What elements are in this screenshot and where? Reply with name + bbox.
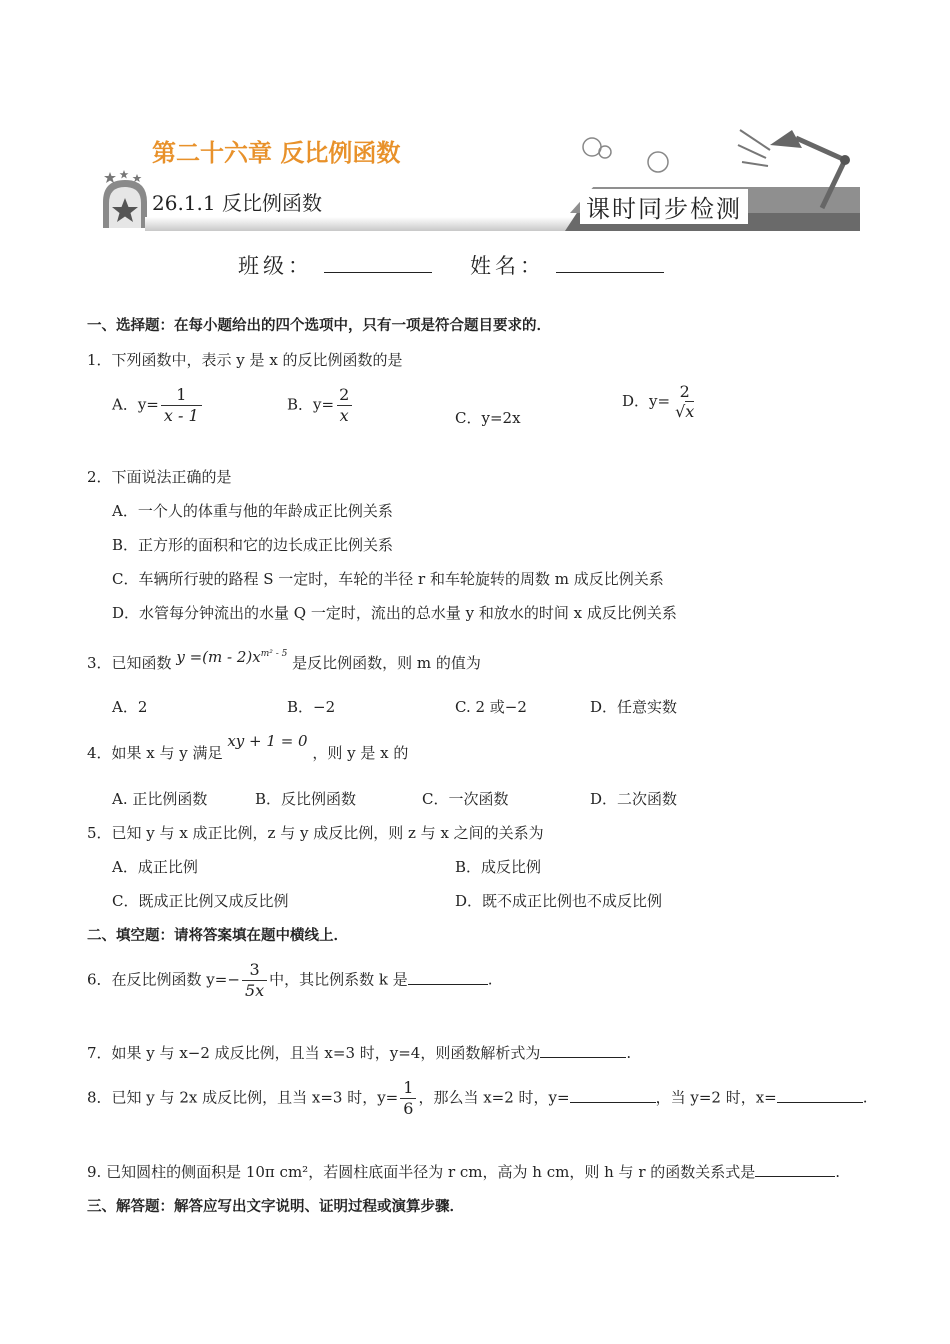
bubble-icon xyxy=(580,130,680,180)
q1-option-a[interactable]: A．y= $\frac{1}{x - 1}$ xyxy=(112,385,204,426)
q4-stem: 4．如果 x 与 y 满足 xy + 1 = 0 ，则 y 是 x 的 xyxy=(87,732,409,762)
q2-option-c[interactable]: C．车辆所行驶的路程 S 一定时，车轮的半径 r 和车轮旋转的周数 m 成反比例关系 xyxy=(112,570,664,588)
q3-option-a[interactable]: A．2 xyxy=(112,698,148,716)
q1-option-d[interactable]: D．y= 2 √x xyxy=(622,382,699,422)
part1-heading: 一、选择题：在每小题给出的四个选项中，只有一项是符合题目要求的． xyxy=(87,318,551,334)
fraction: $\frac{2}{x}$ xyxy=(336,385,352,426)
name-field[interactable] xyxy=(470,250,664,280)
banner-text: 课时同步检测 xyxy=(580,189,748,224)
q9-answer-blank[interactable] xyxy=(755,1162,835,1177)
part2-heading: 二、填空题：请将答案填在题中横线上． xyxy=(87,928,348,944)
q5-option-c[interactable]: C．既成正比例又成反比例 xyxy=(112,892,289,910)
class-field[interactable] xyxy=(238,250,432,280)
q2-option-a[interactable]: A．一个人的体重与他的年龄成正比例关系 xyxy=(112,502,393,520)
q3-option-d[interactable]: D．任意实数 xyxy=(590,698,678,716)
q4-option-d[interactable]: D．二次函数 xyxy=(590,790,678,808)
q7-answer-blank[interactable] xyxy=(540,1043,626,1058)
name-blank[interactable] xyxy=(556,258,664,273)
chapter-title: 第二十六章 反比例函数 xyxy=(152,139,401,167)
header-banner xyxy=(90,115,870,235)
desk-lamp-icon xyxy=(730,120,870,215)
q7: 7．如果 y 与 x−2 成反比例，且当 x=3 时，y=4，则函数解析式为 . xyxy=(87,1044,632,1062)
q2-stem: 2．下面说法正确的是 xyxy=(87,468,232,486)
q6-answer-blank[interactable] xyxy=(408,970,488,985)
q1-stem: 1．下列函数中，表示 y 是 x 的反比例函数的是 xyxy=(87,351,403,369)
q5-option-d[interactable]: D．既不成正比例也不成反比例 xyxy=(455,892,663,910)
q3-option-b[interactable]: B．−2 xyxy=(287,698,336,716)
q5-option-b[interactable]: B．成反比例 xyxy=(455,858,542,876)
q4-option-c[interactable]: C．一次函数 xyxy=(422,790,509,808)
q8-answer-blank-x[interactable] xyxy=(777,1088,863,1103)
class-label: 班级： xyxy=(238,254,313,278)
part3-heading: 三、解答题：解答应写出文字说明、证明过程或演算步骤． xyxy=(87,1199,464,1215)
section-title: 26.1.1 反比例函数 xyxy=(152,191,322,215)
q1-option-c[interactable]: C．y=2x xyxy=(455,409,521,427)
banner-band xyxy=(145,217,575,231)
q3-option-c[interactable]: C. 2 或−2 xyxy=(455,698,527,716)
q8-answer-blank-y[interactable] xyxy=(570,1088,656,1103)
q2-option-b[interactable]: B．正方形的面积和它的边长成正比例关系 xyxy=(112,536,394,554)
sqrt-denominator: √x xyxy=(675,402,695,421)
q6: 6．在反比例函数 y=− $\frac{3}{5x}$ 中，其比例系数 k 是 . xyxy=(87,960,493,1000)
q5-option-a[interactable]: A．成正比例 xyxy=(112,858,198,876)
fraction: $\frac{1}{x - 1}$ xyxy=(161,385,202,426)
fraction: $\frac{1}{6}$ xyxy=(400,1078,416,1119)
q3-stem: 3．已知函数 $y =(m - 2)x^{m^2 - 5}$ 是反比例函数，则 m 的值为 xyxy=(87,648,481,672)
q2-option-d[interactable]: D．水管每分钟流出的水量 Q 一定时，流出的总水量 y 和放水的时间 x 成反比例关系 xyxy=(112,604,677,622)
fraction: $\frac{3}{5x}$ xyxy=(242,960,267,1001)
q4-option-a[interactable]: A. 正比例函数 xyxy=(112,790,208,808)
q9: 9. 已知圆柱的侧面积是 10π cm²，若圆柱底面半径为 r cm，高为 h cm，则 h 与 r 的函数关系式是 . xyxy=(87,1163,841,1181)
q3-formula: $y =(m - 2)x^{m^2 - 5}$ xyxy=(176,648,288,666)
q1-option-b[interactable]: B．y= $\frac{2}{x}$ xyxy=(287,385,354,426)
class-blank[interactable] xyxy=(324,258,432,273)
q5-stem: 5．已知 y 与 x 成正比例，z 与 y 成反比例，则 z 与 x 之间的关系为 xyxy=(87,824,544,842)
q4-formula: xy + 1 = 0 xyxy=(227,732,308,750)
fraction: 2 √x xyxy=(672,382,697,422)
name-label: 姓名： xyxy=(470,254,545,278)
q8: 8．已知 y 与 2x 成反比例，且当 x=3 时，y= $\frac{1}{6}$ ，那么当 x=2 时，y= ，当 y=2 时，x= . xyxy=(87,1078,868,1118)
q4-option-b[interactable]: B．反比例函数 xyxy=(255,790,357,808)
